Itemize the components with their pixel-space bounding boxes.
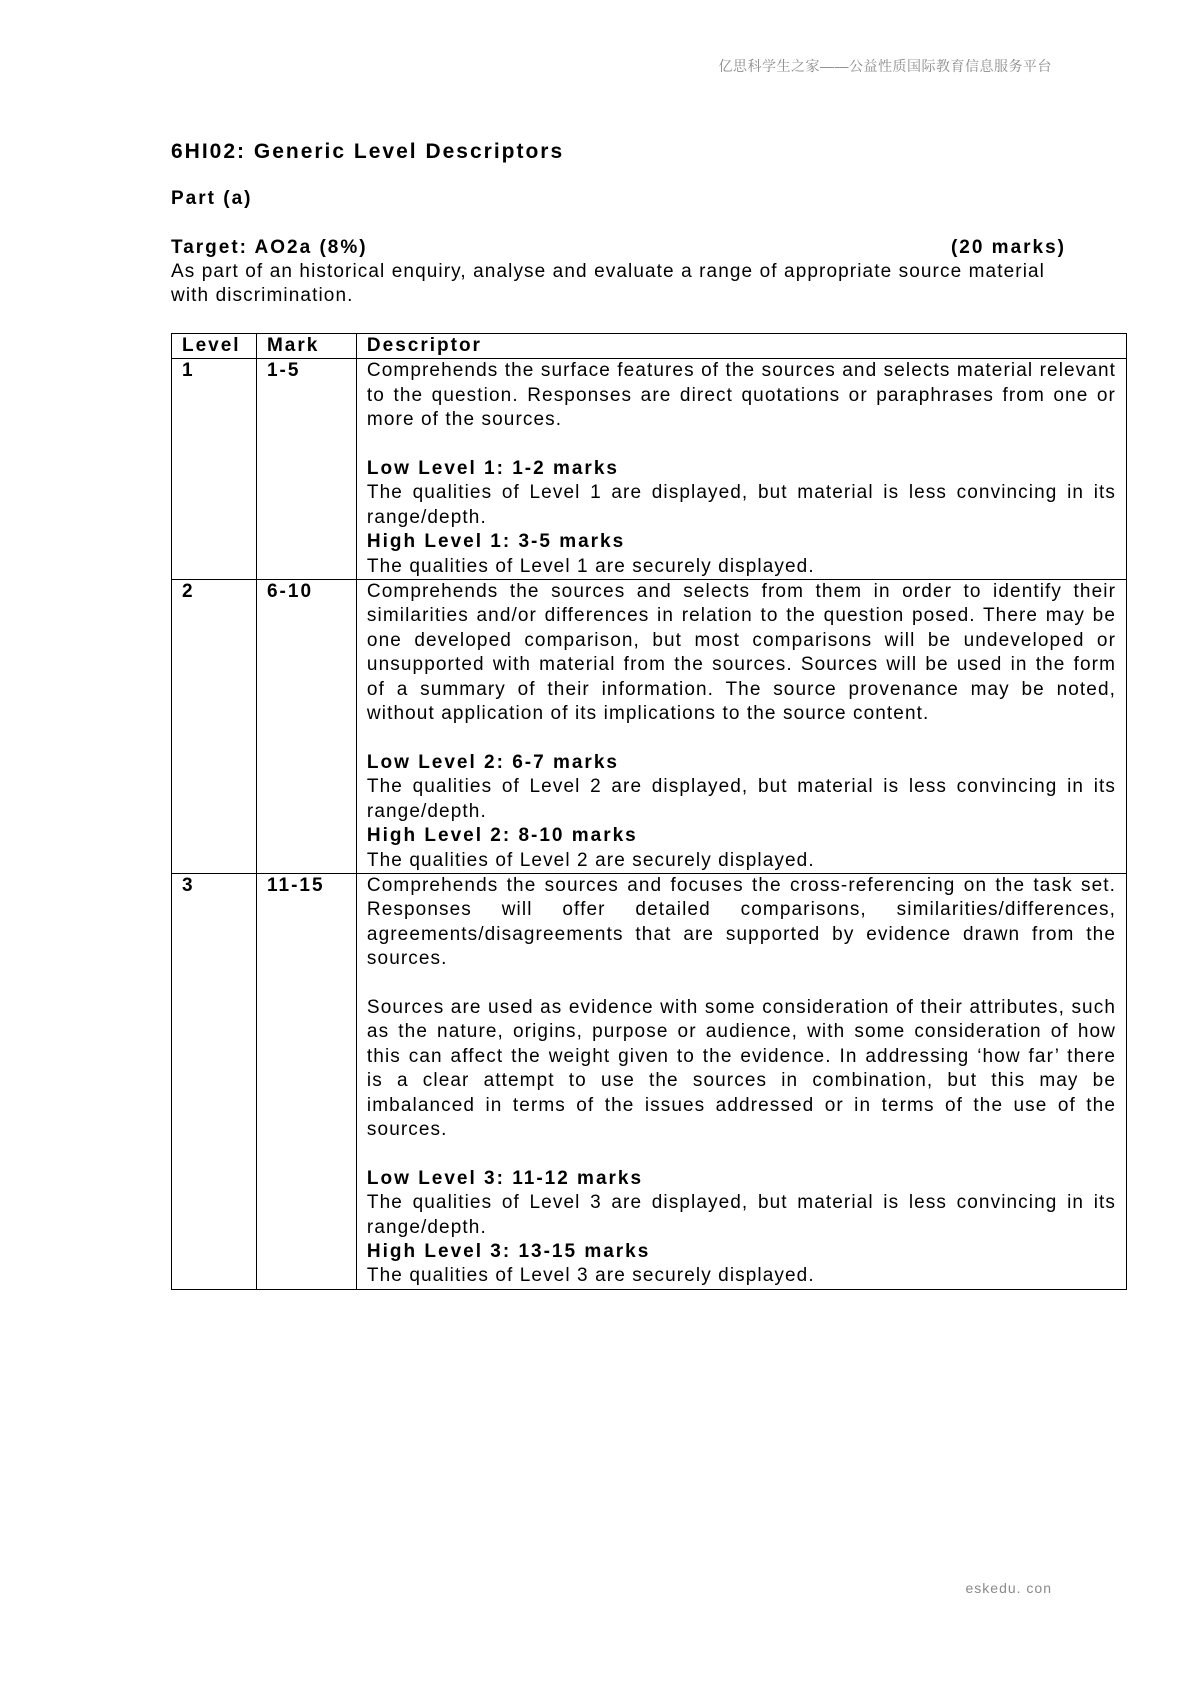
descriptor-paragraph: Comprehends the surface features of the sources and selects material relevant to the question. Responses are direct quotations or paraphrases from one or more of the sources. <box>366 360 1116 431</box>
low-level-text: The qualities of Level 2 are displayed, but material is less convincing in its range/depth. <box>366 776 1116 822</box>
level-cell: 1 <box>172 359 257 580</box>
document-title: 6HI02: Generic Level Descriptors <box>171 140 565 163</box>
low-level-heading: Low Level 3: 11-12 marks <box>366 1167 644 1189</box>
table-row <box>172 359 1127 580</box>
descriptor-paragraph: Sources are used as evidence with some consideration of their attributes, such as the nature, origins, purpose or audience, with some consideration of how this can affect the weight given to the evidence. In addressing ‘how far’ there is a clear attempt to use the sources in combination, but this may be imbalanced in terms of the issues addressed or in terms of the use of the sources. <box>366 996 1116 1140</box>
low-level-text: The qualities of Level 1 are displayed, but material is less convincing in its range/depth. <box>366 482 1116 528</box>
high-level-text: The qualities of Level 2 are securely displayed. <box>366 849 815 871</box>
level-cell: 2 <box>172 580 257 874</box>
high-level-text: The qualities of Level 1 are securely displayed. <box>366 555 815 577</box>
header-descriptor: Descriptor <box>356 334 1126 359</box>
target-marks: (20 marks) <box>950 237 1066 258</box>
target-description: As part of an historical enquiry, analyse and evaluate a range of appropriate source material with discrimination. <box>171 261 1046 306</box>
mark-cell: 6-10 <box>256 580 356 874</box>
table-row <box>172 580 1127 874</box>
mark-cell: 11-15 <box>256 873 356 1289</box>
part-heading: Part (a) <box>171 188 253 209</box>
header-level: Level <box>172 334 257 359</box>
document-body <box>171 140 1127 1290</box>
low-level-text: The qualities of Level 3 are displayed, but material is less convincing in its range/depth. <box>366 1192 1116 1238</box>
table-header-row <box>172 334 1127 359</box>
footer-watermark: eskedu. con <box>965 1580 1052 1596</box>
descriptor-cell <box>356 580 1126 874</box>
header-watermark: 亿思科学生之家——公益性质国际教育信息服务平台 <box>718 58 1052 74</box>
table-row <box>172 873 1127 1289</box>
level-descriptor-table <box>171 333 1127 1290</box>
high-level-heading: High Level 3: 13-15 marks <box>366 1240 651 1262</box>
descriptor-paragraph: Comprehends the sources and focuses the cross-referencing on the task set. Responses will offer detailed comparisons, similarities/differences, agreements/disagreements that are supported by evidence drawn from the sources. <box>366 874 1116 970</box>
target-row <box>171 236 1066 260</box>
high-level-text: The qualities of Level 3 are securely displayed. <box>366 1265 815 1287</box>
descriptor-cell <box>356 873 1126 1289</box>
level-cell: 3 <box>172 873 257 1289</box>
descriptor-paragraph: Comprehends the sources and selects from them in order to identify their similarities and/or differences in relation to the question posed. There may be one developed comparison, but most comparisons will be undeveloped or unsupported with material from the sources. Sources will be used in the form of a summary of their information. The source provenance may be noted, without application of its implications to the source content. <box>366 581 1116 725</box>
descriptor-cell <box>356 359 1126 580</box>
mark-cell: 1-5 <box>256 359 356 580</box>
target-label: Target: AO2a (8%) <box>171 237 368 258</box>
low-level-heading: Low Level 2: 6-7 marks <box>366 751 619 773</box>
high-level-heading: High Level 1: 3-5 marks <box>366 531 626 553</box>
high-level-heading: High Level 2: 8-10 marks <box>366 825 638 847</box>
low-level-heading: Low Level 1: 1-2 marks <box>366 458 619 480</box>
header-mark: Mark <box>256 334 356 359</box>
